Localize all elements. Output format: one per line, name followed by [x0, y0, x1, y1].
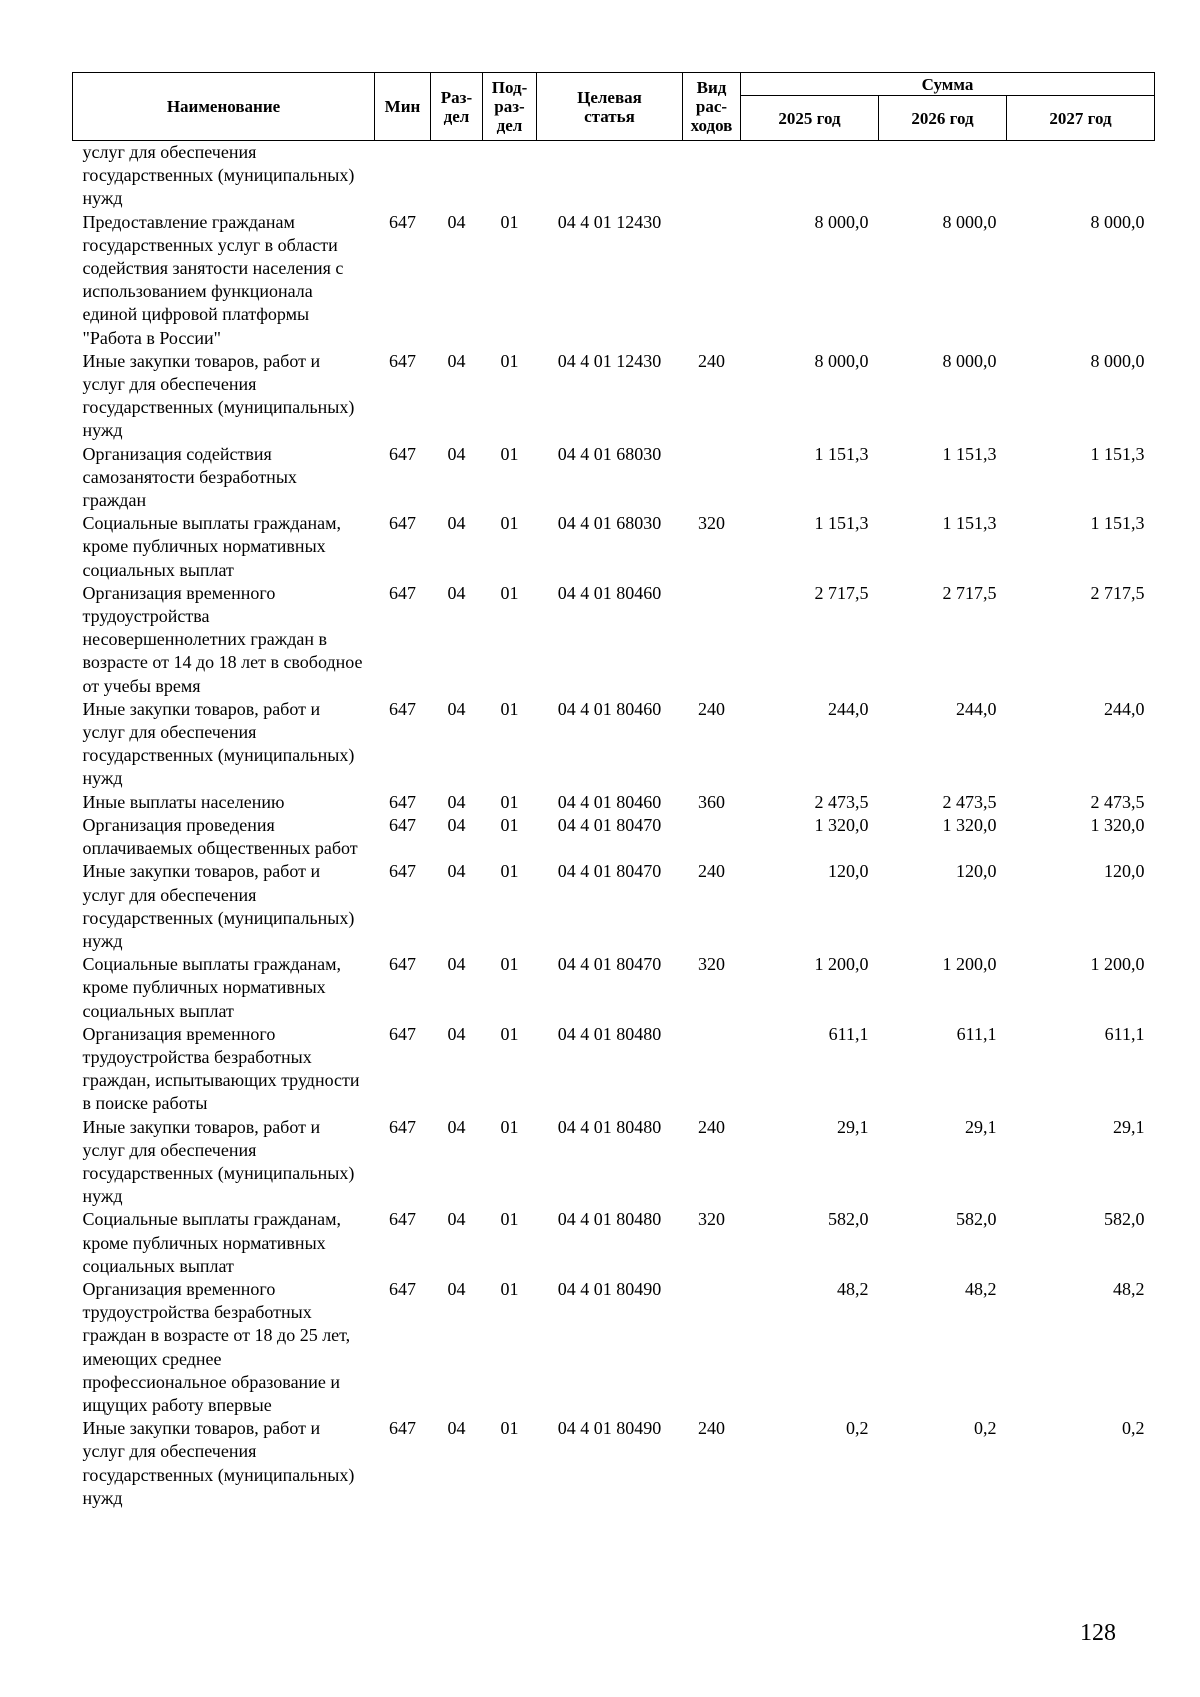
cell-razdel: 04 — [447, 791, 466, 812]
header-2026: 2026 год — [879, 96, 1007, 141]
cell-y2026: 582,0 — [956, 1209, 997, 1230]
header-celevaya: Целевая статья — [537, 73, 683, 141]
cell-razdel: 04 — [447, 1023, 466, 1044]
table-row — [73, 582, 1155, 698]
cell-y2027: 8 000,0 — [1090, 350, 1145, 371]
cell-vid: 240 — [698, 1116, 725, 1137]
cell-y2027: 244,0 — [1104, 698, 1145, 719]
header-2027: 2027 год — [1007, 96, 1155, 141]
table-row — [73, 1023, 1155, 1116]
cell-y2025: 2 717,5 — [814, 582, 869, 603]
cell-y2027: 1 151,3 — [1090, 513, 1145, 534]
cell-y2025: 1 151,3 — [814, 443, 869, 464]
cell-min: 647 — [389, 1278, 416, 1299]
cell-vid: 320 — [698, 513, 725, 534]
cell-y2026: 120,0 — [956, 861, 997, 882]
cell-podrazdel: 01 — [500, 513, 519, 534]
header-razdel: Раз- дел — [431, 73, 483, 141]
cell-y2027: 0,2 — [1122, 1418, 1145, 1439]
cell-celevaya — [537, 141, 683, 211]
cell-razdel: 04 — [447, 954, 466, 975]
cell-y2025: 8 000,0 — [814, 350, 869, 371]
cell-min: 647 — [389, 443, 416, 464]
cell-razdel: 04 — [447, 1418, 466, 1439]
cell-razdel: 04 — [447, 582, 466, 603]
cell-min: 647 — [389, 1023, 416, 1044]
table-row — [73, 443, 1155, 513]
table-row — [73, 1417, 1155, 1510]
table-header — [73, 73, 1155, 141]
cell-y2025: 1 151,3 — [814, 513, 869, 534]
header-podrazdel: Под- раз- дел — [483, 73, 537, 141]
header-2025: 2025 год — [741, 96, 879, 141]
cell-y2026: 1 320,0 — [942, 814, 997, 835]
table-row — [73, 350, 1155, 443]
cell-min: 647 — [389, 698, 416, 719]
cell-celevaya: 04 4 01 80470 — [557, 954, 662, 975]
cell-y2026: 2 717,5 — [942, 582, 997, 603]
cell-vid — [683, 814, 741, 860]
cell-razdel: 04 — [447, 814, 466, 835]
cell-celevaya: 04 4 01 80480 — [557, 1116, 662, 1137]
table-row — [73, 953, 1155, 1023]
cell-vid: 240 — [698, 350, 725, 371]
cell-razdel: 04 — [447, 211, 466, 232]
cell-name: Организация проведения оплачиваемых общественных работ — [82, 814, 358, 859]
cell-name: Социальные выплаты гражданам, кроме публичных нормативных социальных выплат — [82, 1209, 341, 1276]
cell-celevaya: 04 4 01 12430 — [557, 211, 662, 232]
cell-vid — [683, 1278, 741, 1417]
cell-min: 647 — [389, 582, 416, 603]
cell-min — [375, 141, 431, 211]
header-summa: Сумма — [741, 73, 1155, 96]
cell-podrazdel: 01 — [500, 1023, 519, 1044]
cell-razdel: 04 — [447, 513, 466, 534]
table-body — [73, 141, 1155, 1510]
document-page — [72, 72, 1154, 1510]
cell-razdel: 04 — [447, 1209, 466, 1230]
cell-celevaya: 04 4 01 80480 — [557, 1023, 662, 1044]
cell-y2027: 8 000,0 — [1090, 211, 1145, 232]
cell-y2026: 0,2 — [974, 1418, 997, 1439]
cell-name: Организация временного трудоустройства несовершеннолетних граждан в возрасте от 14 до 18 лет в свободное от учебы время — [82, 582, 363, 696]
cell-vid: 360 — [698, 791, 725, 812]
cell-celevaya: 04 4 01 12430 — [557, 350, 662, 371]
cell-podrazdel: 01 — [500, 350, 519, 371]
cell-razdel: 04 — [447, 350, 466, 371]
table-row — [73, 512, 1155, 582]
cell-razdel: 04 — [447, 698, 466, 719]
cell-podrazdel: 01 — [500, 1209, 519, 1230]
cell-razdel: 04 — [447, 1278, 466, 1299]
cell-y2026: 244,0 — [956, 698, 997, 719]
cell-y2026: 8 000,0 — [942, 211, 997, 232]
cell-y2027: 611,1 — [1104, 1023, 1145, 1044]
cell-vid: 240 — [698, 861, 725, 882]
cell-celevaya: 04 4 01 80470 — [557, 814, 662, 835]
cell-y2025: 582,0 — [828, 1209, 869, 1230]
cell-y2025: 244,0 — [828, 698, 869, 719]
cell-razdel: 04 — [447, 861, 466, 882]
cell-y2027: 120,0 — [1104, 861, 1145, 882]
cell-vid — [683, 211, 741, 350]
cell-name: Иные закупки товаров, работ и услуг для обеспечения государственных (муниципальных) нужд — [82, 861, 355, 951]
cell-name: Организация временного трудоустройства безработных граждан, испытывающих трудности в поиске работы — [82, 1023, 360, 1114]
cell-razdel: 04 — [447, 443, 466, 464]
cell-celevaya: 04 4 01 80480 — [557, 1209, 662, 1230]
cell-y2026: 8 000,0 — [942, 350, 997, 371]
cell-y2025: 120,0 — [828, 861, 869, 882]
table-row — [73, 698, 1155, 791]
cell-podrazdel: 01 — [500, 954, 519, 975]
cell-name: Предоставление гражданам государственных услуг в области содействия занятости населения с использованием функционала единой цифровой платформы "Работа в России" — [82, 211, 344, 348]
cell-celevaya: 04 4 01 68030 — [557, 443, 662, 464]
cell-y2027: 1 151,3 — [1090, 443, 1145, 464]
cell-vid: 320 — [698, 1209, 725, 1230]
cell-name: Организация содействия самозанятости безработных граждан — [82, 443, 297, 511]
cell-min: 647 — [389, 350, 416, 371]
cell-y2027: 48,2 — [1113, 1278, 1145, 1299]
cell-vid — [683, 141, 741, 211]
budget-table — [72, 72, 1155, 1510]
cell-celevaya: 04 4 01 80460 — [557, 791, 662, 812]
cell-razdel — [431, 141, 483, 211]
cell-min: 647 — [389, 1116, 416, 1137]
cell-podrazdel — [483, 141, 537, 211]
table-row — [73, 1208, 1155, 1278]
cell-vid: 320 — [698, 954, 725, 975]
cell-y2026 — [879, 141, 1007, 211]
page-number: 128 — [1080, 1620, 1116, 1646]
cell-podrazdel: 01 — [500, 861, 519, 882]
cell-y2026: 611,1 — [956, 1023, 997, 1044]
cell-y2026: 48,2 — [965, 1278, 997, 1299]
cell-celevaya: 04 4 01 80490 — [557, 1278, 662, 1299]
cell-name: Иные закупки товаров, работ и услуг для обеспечения государственных (муниципальных) нужд — [82, 350, 355, 441]
cell-y2025: 8 000,0 — [814, 211, 869, 232]
cell-y2025: 48,2 — [837, 1278, 869, 1299]
cell-y2027: 2 473,5 — [1090, 791, 1145, 812]
cell-min: 647 — [389, 211, 416, 232]
cell-y2027: 582,0 — [1104, 1209, 1145, 1230]
cell-y2027: 2 717,5 — [1090, 582, 1145, 603]
cell-name: Социальные выплаты гражданам, кроме публичных нормативных социальных выплат — [82, 513, 341, 580]
cell-vid — [683, 443, 741, 513]
cell-name: Иные закупки товаров, работ и услуг для обеспечения государственных (муниципальных) нужд — [82, 1418, 355, 1508]
cell-min: 647 — [389, 1418, 416, 1439]
table-row — [73, 211, 1155, 350]
cell-y2026: 29,1 — [965, 1116, 997, 1137]
table-row — [73, 1116, 1155, 1209]
cell-y2026: 1 200,0 — [942, 954, 997, 975]
cell-vid — [683, 582, 741, 698]
cell-y2027 — [1007, 141, 1155, 211]
cell-min: 647 — [389, 861, 416, 882]
cell-name: Организация временного трудоустройства безработных граждан в возрасте от 18 до 25 лет, имеющих среднее профессиональное образование и ищущих работу впервые — [82, 1278, 351, 1415]
cell-name: Иные выплаты населению — [82, 791, 285, 812]
cell-razdel: 04 — [447, 1116, 466, 1137]
cell-vid — [683, 1023, 741, 1116]
cell-y2025: 1 320,0 — [814, 814, 869, 835]
cell-y2025 — [741, 141, 879, 211]
cell-y2027: 1 200,0 — [1090, 954, 1145, 975]
table-row — [73, 814, 1155, 860]
cell-vid: 240 — [698, 698, 725, 719]
cell-y2025: 0,2 — [846, 1418, 869, 1439]
cell-y2025: 2 473,5 — [814, 791, 869, 812]
table-row — [73, 141, 1155, 211]
header-min: Мин — [375, 73, 431, 141]
table-row — [73, 1278, 1155, 1417]
cell-celevaya: 04 4 01 80460 — [557, 698, 662, 719]
cell-podrazdel: 01 — [500, 814, 519, 835]
cell-podrazdel: 01 — [500, 443, 519, 464]
cell-y2026: 1 151,3 — [942, 513, 997, 534]
cell-celevaya: 04 4 01 80490 — [557, 1418, 662, 1439]
cell-celevaya: 04 4 01 80460 — [557, 582, 662, 603]
header-vid: Вид рас- ходов — [683, 73, 741, 141]
cell-podrazdel: 01 — [500, 791, 519, 812]
cell-vid: 240 — [698, 1418, 725, 1439]
header-name: Наименование — [73, 73, 375, 141]
cell-celevaya: 04 4 01 68030 — [557, 513, 662, 534]
cell-y2025: 1 200,0 — [814, 954, 869, 975]
cell-y2025: 611,1 — [828, 1023, 869, 1044]
cell-min: 647 — [389, 814, 416, 835]
cell-name: услуг для обеспечения государственных (муниципальных) нужд — [82, 142, 355, 209]
cell-celevaya: 04 4 01 80470 — [557, 861, 662, 882]
cell-y2025: 29,1 — [837, 1116, 869, 1137]
cell-name: Иные закупки товаров, работ и услуг для обеспечения государственных (муниципальных) нужд — [82, 698, 355, 789]
cell-min: 647 — [389, 954, 416, 975]
cell-name: Иные закупки товаров, работ и услуг для обеспечения государственных (муниципальных) нужд — [82, 1116, 355, 1207]
cell-min: 647 — [389, 513, 416, 534]
cell-name: Социальные выплаты гражданам, кроме публичных нормативных социальных выплат — [82, 954, 341, 1021]
cell-podrazdel: 01 — [500, 1418, 519, 1439]
cell-y2026: 2 473,5 — [942, 791, 997, 812]
cell-podrazdel: 01 — [500, 211, 519, 232]
cell-podrazdel: 01 — [500, 582, 519, 603]
cell-y2027: 29,1 — [1113, 1116, 1145, 1137]
table-row — [73, 791, 1155, 814]
cell-podrazdel: 01 — [500, 698, 519, 719]
cell-y2027: 1 320,0 — [1090, 814, 1145, 835]
cell-podrazdel: 01 — [500, 1116, 519, 1137]
cell-min: 647 — [389, 1209, 416, 1230]
cell-podrazdel: 01 — [500, 1278, 519, 1299]
cell-min: 647 — [389, 791, 416, 812]
table-row — [73, 860, 1155, 953]
cell-y2026: 1 151,3 — [942, 443, 997, 464]
